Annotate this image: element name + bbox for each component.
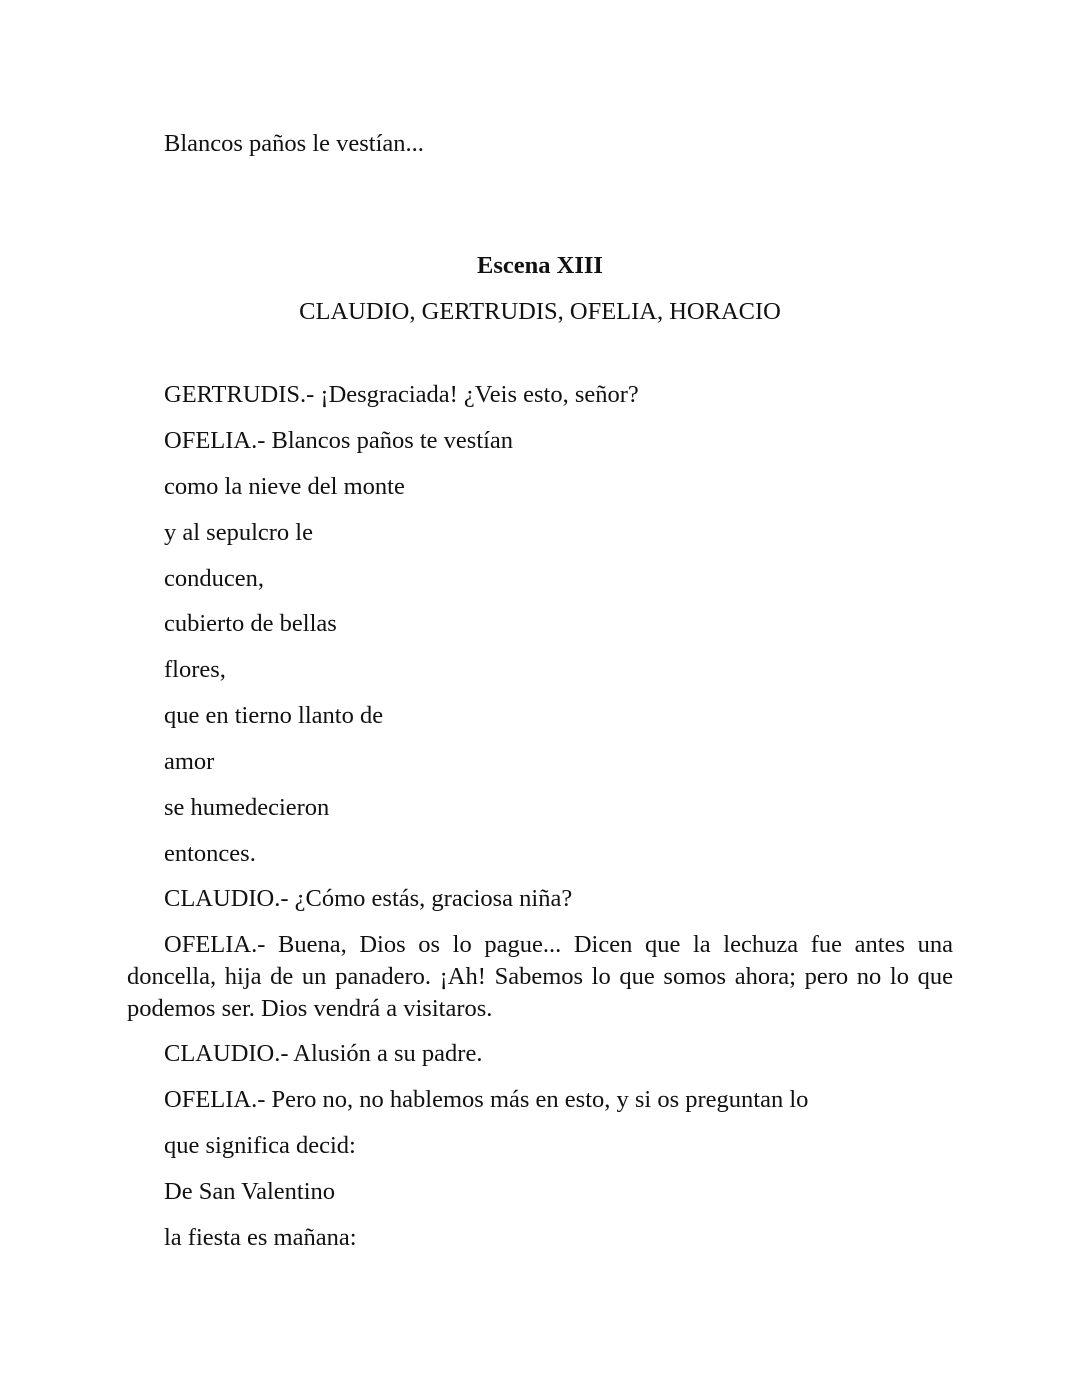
verse-line: cubierto de bellas: [164, 610, 337, 637]
dialogue-paragraph: OFELIA.- Buena, Dios os lo pague... Dicen que la lechuza fue antes una doncella, hija de un panadero. ¡Ah! Sabemos lo que somos ahora; pero no lo que podemos ser. Dios vendrá a visitaros.: [127, 931, 953, 1022]
dialogue-line: que significa decid:: [164, 1132, 356, 1159]
verse-line: conducen,: [164, 565, 264, 592]
verse-line: como la nieve del monte: [164, 473, 405, 500]
scene-title: Escena XIII: [477, 252, 603, 279]
dialogue-line: CLAUDIO.- ¿Cómo estás, graciosa niña?: [164, 885, 573, 912]
dialogue-line: CLAUDIO.- Alusión a su padre.: [164, 1040, 483, 1067]
verse-line: amor: [164, 748, 215, 775]
verse-line: y al sepulcro le: [164, 519, 313, 546]
verse-line: De San Valentino: [164, 1178, 336, 1205]
verse-line: que en tierno llanto de: [164, 702, 384, 729]
dialogue-line: OFELIA.- Blancos paños te vestían: [164, 427, 514, 454]
verse-line: flores,: [164, 656, 226, 683]
dialogue-line: GERTRUDIS.- ¡Desgraciada! ¿Veis esto, señor?: [164, 381, 639, 408]
verse-line: entonces.: [164, 840, 256, 867]
dialogue-line: OFELIA.- Pero no, no hablemos más en esto, y si os preguntan lo: [164, 1086, 809, 1113]
verse-line: se humedecieron: [164, 794, 330, 821]
scene-characters: CLAUDIO, GERTRUDIS, OFELIA, HORACIO: [299, 298, 781, 325]
verse-line: la fiesta es mañana:: [164, 1224, 357, 1251]
opening-line: Blancos paños le vestían...: [164, 130, 424, 157]
